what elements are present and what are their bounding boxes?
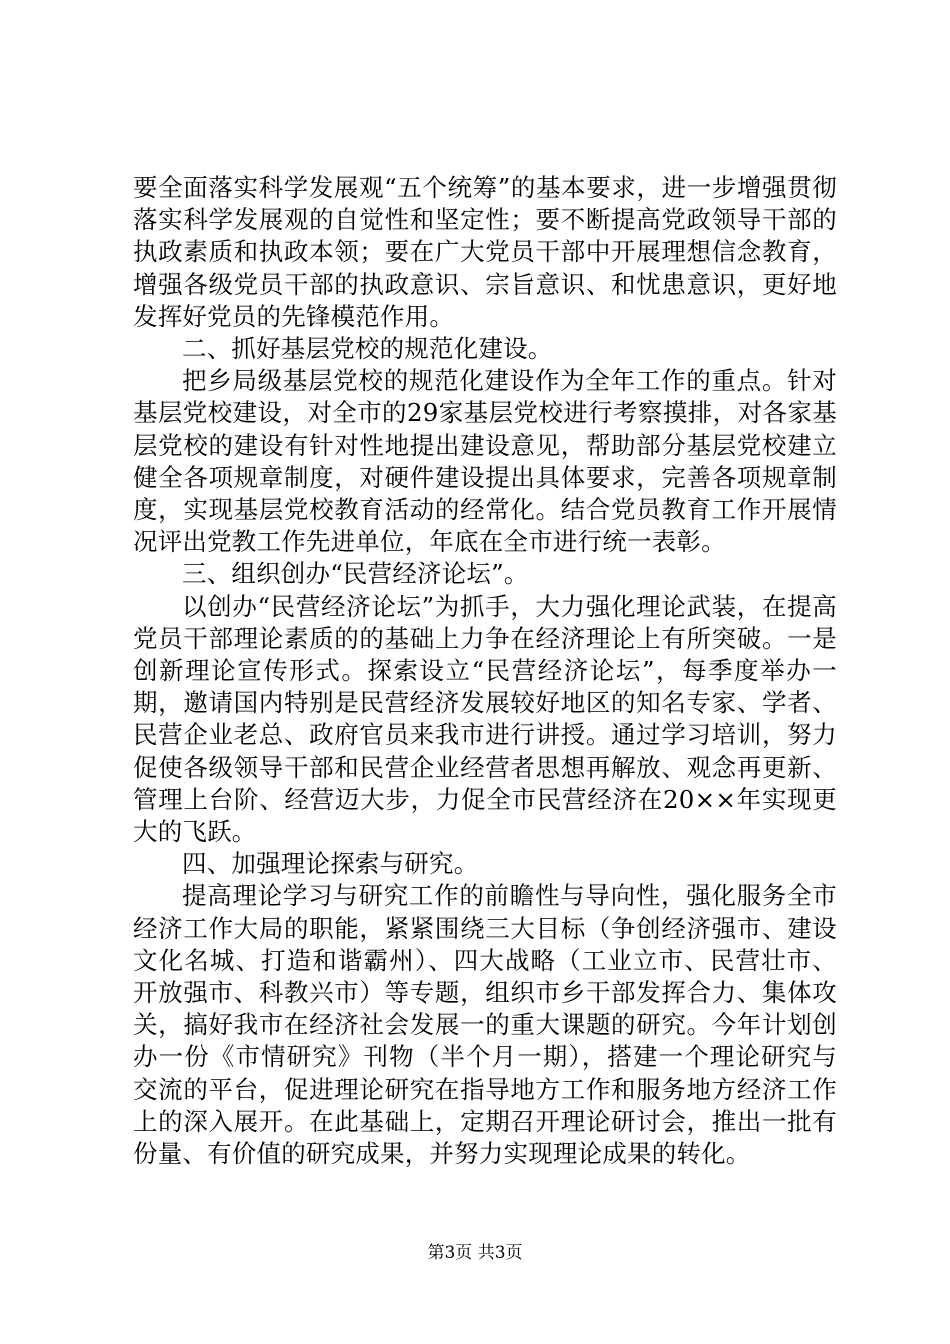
section-heading-3: 三、组织创办“民营经济论坛”。: [182, 559, 529, 589]
document-body: [133, 172, 837, 1170]
paragraph-theory-research: 提高理论学习与研究工作的前瞻性与导向性，强化服务全市经济工作大局的职能，紧紧围绕三大目标（争创经济强市、建设文化名城、打造和谐霸州）、四大战略（工业立市、民营壮市、开放强市、科教兴市）等专题，组织市乡干部发挥合力、集体攻关，搞好我市在经济社会发展一的重大课题的研究。今年计划创办一份《市情研究》刊物（半个月一期），搭建一个理论研究与交流的平台，促进理论研究在指导地方工作和服务地方经济工作上的深入展开。在此基础上，定期召开理论研讨会，推出一批有份量、有价值的研究成果，并努力实现理论成果的转化。: [133, 881, 837, 1169]
paragraph-economic-forum: 以创办“民营经济论坛”为抓手，大力强化理论武装，在提高党员干部理论素质的的基础上力争在经济理论上有所突破。一是创新理论宣传形式。探索设立“民营经济论坛”，每季度举办一期，邀请国内特别是民营经济发展较好地区的知名专家、学者、民营企业老总、政府官员来我市进行讲授。通过学习培训，努力促使各级领导干部和民营企业经营者思想再解放、观念再更新、管理上台阶、经营迈大步，力促全市民营经济在20××年实现更大的飞跃。: [133, 591, 837, 847]
paragraph-continuation: 要全面落实科学发展观“五个统筹”的基本要求，进一步增强贯彻落实科学发展观的自觉性和坚定性；要不断提高党政领导干部的执政素质和执政本领；要在广大党员干部中开展理想信念教育，增强各级党员干部的执政意识、宗旨意识、和忧患意识，更好地发挥好党员的先锋模范作用。: [133, 173, 837, 331]
paragraph-party-school: 把乡局级基层党校的规范化建设作为全年工作的重点。针对基层党校建设，对全市的29家基层党校进行考察摸排，对各家基层党校的建设有针对性地提出建设意见，帮助部分基层党校建立健全各项规章制度，对硬件建设提出具体要求，完善各项规章制度，实现基层党校教育活动的经常化。结合党员教育工作开展情况评出党教工作先进单位，年底在全市进行统一表彰。: [133, 366, 837, 557]
page-footer: 第3页 共3页: [427, 1243, 523, 1263]
section-heading-2: 二、抓好基层党校的规范化建设。: [182, 334, 553, 364]
section-heading-4: 四、加强理论探索与研究。: [182, 849, 479, 879]
